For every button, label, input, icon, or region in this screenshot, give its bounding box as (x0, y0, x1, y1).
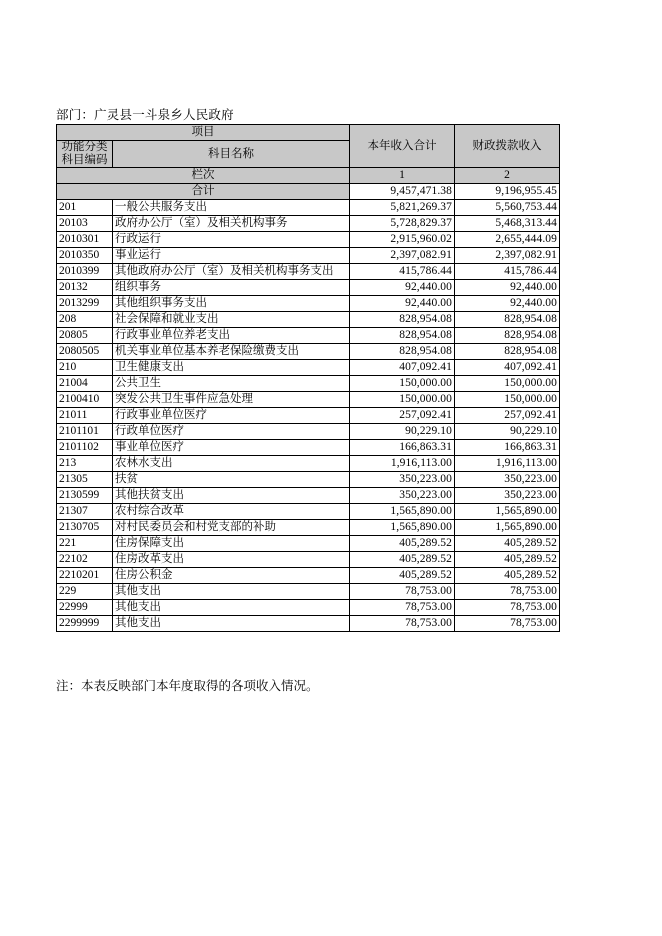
row-subject-name: 其他支出 (113, 616, 350, 632)
row-value1: 2,397,082.91 (350, 248, 455, 264)
total-label: 合计 (57, 184, 350, 200)
row-code: 2210201 (57, 568, 113, 584)
row-value1: 150,000.00 (350, 392, 455, 408)
row-value2: 5,468,313.44 (455, 216, 560, 232)
row-value1: 415,786.44 (350, 264, 455, 280)
department-line: 部门：广灵县一斗泉乡人民政府 (56, 108, 234, 122)
row-value1: 78,753.00 (350, 600, 455, 616)
row-subject-name: 对村民委员会和村党支部的补助 (113, 520, 350, 536)
row-value2: 78,753.00 (455, 584, 560, 600)
row-subject-name: 其他政府办公厅（室）及相关机构事务支出 (113, 264, 350, 280)
row-value1: 350,223.00 (350, 472, 455, 488)
row-value1: 257,092.41 (350, 408, 455, 424)
row-subject-name: 农林水支出 (113, 456, 350, 472)
header-value1: 本年收入合计 (350, 125, 455, 168)
row-code: 2010350 (57, 248, 113, 264)
row-subject-name: 住房保障支出 (113, 536, 350, 552)
row-value2: 405,289.52 (455, 536, 560, 552)
column-index-label: 栏次 (57, 168, 350, 184)
row-subject-name: 一般公共服务支出 (113, 200, 350, 216)
row-value2: 78,753.00 (455, 616, 560, 632)
row-code: 21307 (57, 504, 113, 520)
row-value1: 828,954.08 (350, 328, 455, 344)
table-row (57, 344, 560, 360)
table-row (57, 328, 560, 344)
total-value1: 9,457,471.38 (350, 184, 455, 200)
row-value1: 828,954.08 (350, 344, 455, 360)
header-code-line1: 功能分类 (61, 141, 108, 153)
column-index-2: 2 (455, 168, 560, 184)
row-value1: 1,565,890.00 (350, 520, 455, 536)
row-value2: 166,863.31 (455, 440, 560, 456)
row-code: 201 (57, 200, 113, 216)
row-value2: 350,223.00 (455, 472, 560, 488)
table-row (57, 504, 560, 520)
table-row (57, 456, 560, 472)
table-row (57, 280, 560, 296)
row-subject-name: 其他组织事务支出 (113, 296, 350, 312)
table-row (57, 376, 560, 392)
column-index-row (57, 168, 560, 184)
row-value2: 2,655,444.09 (455, 232, 560, 248)
row-code: 21011 (57, 408, 113, 424)
row-code: 2100410 (57, 392, 113, 408)
row-subject-name: 农村综合改革 (113, 504, 350, 520)
row-value1: 92,440.00 (350, 296, 455, 312)
row-code: 22102 (57, 552, 113, 568)
header-code-line2: 科目编码 (61, 154, 108, 166)
row-value2: 5,560,753.44 (455, 200, 560, 216)
row-value2: 92,440.00 (455, 280, 560, 296)
table-row (57, 408, 560, 424)
row-code: 221 (57, 536, 113, 552)
row-value1: 405,289.52 (350, 552, 455, 568)
row-code: 229 (57, 584, 113, 600)
table-row (57, 536, 560, 552)
header-code-column (57, 141, 113, 168)
row-value1: 150,000.00 (350, 376, 455, 392)
row-code: 210 (57, 360, 113, 376)
total-row (57, 184, 560, 200)
table-row (57, 488, 560, 504)
row-code: 20805 (57, 328, 113, 344)
column-index-1: 1 (350, 168, 455, 184)
row-value2: 257,092.41 (455, 408, 560, 424)
header-value2: 财政拨款收入 (455, 125, 560, 168)
row-value1: 78,753.00 (350, 584, 455, 600)
row-value1: 5,728,829.37 (350, 216, 455, 232)
row-subject-name: 公共卫生 (113, 376, 350, 392)
row-value2: 1,916,113.00 (455, 456, 560, 472)
row-code: 21305 (57, 472, 113, 488)
row-value1: 350,223.00 (350, 488, 455, 504)
row-value2: 1,565,890.00 (455, 504, 560, 520)
table-row (57, 472, 560, 488)
row-code: 2010301 (57, 232, 113, 248)
row-subject-name: 其他扶贫支出 (113, 488, 350, 504)
row-code: 2080505 (57, 344, 113, 360)
total-value2: 9,196,955.45 (455, 184, 560, 200)
row-code: 2101101 (57, 424, 113, 440)
table-row (57, 552, 560, 568)
row-value1: 78,753.00 (350, 616, 455, 632)
row-subject-name: 事业单位医疗 (113, 440, 350, 456)
row-subject-name: 行政事业单位养老支出 (113, 328, 350, 344)
row-value1: 828,954.08 (350, 312, 455, 328)
table-row (57, 200, 560, 216)
row-code: 22999 (57, 600, 113, 616)
table-body (57, 125, 560, 632)
row-code: 20103 (57, 216, 113, 232)
row-subject-name: 突发公共卫生事件应急处理 (113, 392, 350, 408)
row-value2: 415,786.44 (455, 264, 560, 280)
row-code: 208 (57, 312, 113, 328)
row-subject-name: 其他支出 (113, 600, 350, 616)
row-value2: 828,954.08 (455, 312, 560, 328)
row-code: 2013299 (57, 296, 113, 312)
table-row (57, 616, 560, 632)
row-value2: 78,753.00 (455, 600, 560, 616)
row-code: 2130599 (57, 488, 113, 504)
header-name-column: 科目名称 (113, 141, 350, 168)
row-value1: 166,863.31 (350, 440, 455, 456)
row-value2: 828,954.08 (455, 328, 560, 344)
row-code: 2299999 (57, 616, 113, 632)
table-row (57, 424, 560, 440)
table-row (57, 360, 560, 376)
row-value1: 1,916,113.00 (350, 456, 455, 472)
row-subject-name: 行政单位医疗 (113, 424, 350, 440)
row-subject-name: 住房改革支出 (113, 552, 350, 568)
row-subject-name: 事业运行 (113, 248, 350, 264)
table-row (57, 584, 560, 600)
row-value1: 90,229.10 (350, 424, 455, 440)
row-value2: 407,092.41 (455, 360, 560, 376)
row-value2: 92,440.00 (455, 296, 560, 312)
header-item-group: 项目 (57, 125, 350, 141)
row-code: 21004 (57, 376, 113, 392)
table-row (57, 216, 560, 232)
row-code: 2010399 (57, 264, 113, 280)
row-value1: 2,915,960.02 (350, 232, 455, 248)
row-value1: 405,289.52 (350, 568, 455, 584)
row-subject-name: 住房公积金 (113, 568, 350, 584)
row-subject-name: 卫生健康支出 (113, 360, 350, 376)
row-value1: 5,821,269.37 (350, 200, 455, 216)
row-subject-name: 组织事务 (113, 280, 350, 296)
row-subject-name: 社会保障和就业支出 (113, 312, 350, 328)
row-subject-name: 政府办公厅（室）及相关机构事务 (113, 216, 350, 232)
table-row (57, 296, 560, 312)
table-row (57, 520, 560, 536)
row-subject-name: 其他支出 (113, 584, 350, 600)
row-value1: 405,289.52 (350, 536, 455, 552)
row-value1: 407,092.41 (350, 360, 455, 376)
row-value2: 150,000.00 (455, 376, 560, 392)
table-row (57, 232, 560, 248)
row-code: 2130705 (57, 520, 113, 536)
row-subject-name: 扶贫 (113, 472, 350, 488)
row-value1: 1,565,890.00 (350, 504, 455, 520)
table-row (57, 440, 560, 456)
table-note: 注：本表反映部门本年度取得的各项收入情况。 (56, 679, 319, 693)
table-row (57, 600, 560, 616)
row-value2: 90,229.10 (455, 424, 560, 440)
row-subject-name: 行政事业单位医疗 (113, 408, 350, 424)
row-value2: 828,954.08 (455, 344, 560, 360)
row-code: 2101102 (57, 440, 113, 456)
row-value1: 92,440.00 (350, 280, 455, 296)
row-value2: 150,000.00 (455, 392, 560, 408)
income-table (56, 124, 560, 632)
row-subject-name: 机关事业单位基本养老保险缴费支出 (113, 344, 350, 360)
row-code: 20132 (57, 280, 113, 296)
row-value2: 405,289.52 (455, 568, 560, 584)
row-value2: 2,397,082.91 (455, 248, 560, 264)
row-value2: 1,565,890.00 (455, 520, 560, 536)
row-value2: 350,223.00 (455, 488, 560, 504)
table-row (57, 264, 560, 280)
row-value2: 405,289.52 (455, 552, 560, 568)
table-row (57, 312, 560, 328)
row-subject-name: 行政运行 (113, 232, 350, 248)
table-row (57, 248, 560, 264)
header-row-group (57, 125, 560, 141)
table-row (57, 392, 560, 408)
table-row (57, 568, 560, 584)
row-code: 213 (57, 456, 113, 472)
